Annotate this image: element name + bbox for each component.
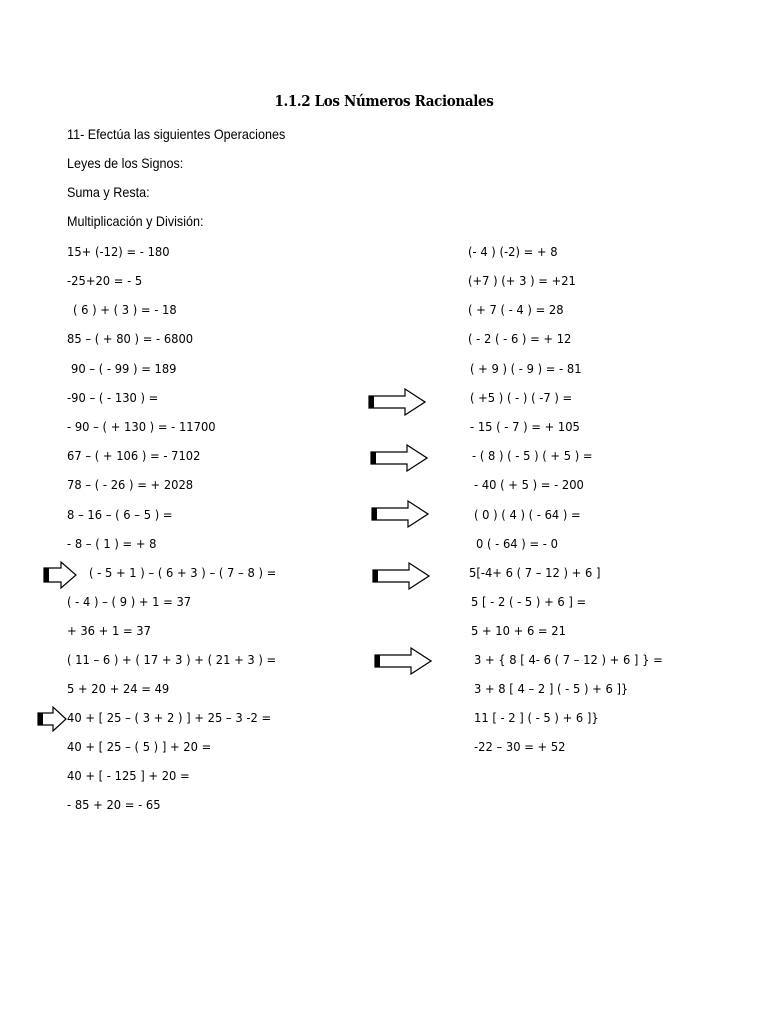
right-line-13: 5 [ - 2 ( - 5 ) + 6 ] = [471,595,587,609]
left-line-14: + 36 + 1 = 37 [67,624,151,638]
right-line-9: - 40 ( + 5 ) = - 200 [474,478,584,492]
right-line-14: 5 + 10 + 6 = 21 [471,624,566,638]
right-line-4: ( - 2 ( - 6 ) = + 12 [468,332,572,346]
left-line-2: -25+20 = - 5 [67,274,143,288]
right-arrow-icon [371,500,429,528]
mul-div-heading: Multiplicación y División: [67,213,204,229]
left-line-3: ( 6 ) + ( 3 ) = - 18 [73,303,177,317]
right-arrow-icon [43,561,77,589]
left-line-7: - 90 – ( + 130 ) = - 11700 [67,420,216,434]
right-arrow-icon [374,647,432,675]
page-title: 1.1.2 Los Números Racionales [274,92,494,110]
right-line-3: ( + 7 ( - 4 ) = 28 [468,303,564,317]
left-line-15: ( 11 – 6 ) + ( 17 + 3 ) + ( 21 + 3 ) = [67,653,277,667]
left-line-5: 90 – ( - 99 ) = 189 [71,362,177,376]
right-arrow-icon [372,562,430,590]
left-line-18: 40 + [ 25 – ( 5 ) ] + 20 = [67,740,212,754]
left-line-19: 40 + [ - 125 ] + 20 = [67,769,190,783]
left-line-12: ( - 5 + 1 ) – ( 6 + 3 ) – ( 7 – 8 ) = [89,566,277,580]
right-line-10: ( 0 ) ( 4 ) ( - 64 ) = [474,508,581,522]
right-line-16: 3 + 8 [ 4 – 2 ] ( - 5 ) + 6 ]} [474,682,629,696]
left-line-4: 85 – ( + 80 ) = - 6800 [67,332,194,346]
add-sub-heading: Suma y Resta: [67,184,150,200]
right-line-5: ( + 9 ) ( - 9 ) = - 81 [470,362,582,376]
signs-law-heading: Leyes de los Signos: [67,155,184,171]
right-line-8: - ( 8 ) ( - 5 ) ( + 5 ) = [472,449,593,463]
right-line-18: -22 – 30 = + 52 [474,740,566,754]
left-line-9: 78 – ( - 26 ) = + 2028 [67,478,194,492]
left-line-20: - 85 + 20 = - 65 [67,798,161,812]
right-line-7: - 15 ( - 7 ) = + 105 [470,420,580,434]
right-arrow-icon [368,388,426,416]
right-line-15: 3 + { 8 [ 4- 6 ( 7 – 12 ) + 6 ] } = [474,653,663,667]
right-line-2: (+7 ) (+ 3 ) = +21 [468,274,576,288]
right-line-11: 0 ( - 64 ) = - 0 [476,537,558,551]
right-arrow-icon [370,444,428,472]
right-line-1: (- 4 ) (-2) = + 8 [468,245,558,259]
exercise-heading: 11- Efectúa las siguientes Operaciones [67,126,286,142]
left-line-17: 40 + [ 25 – ( 3 + 2 ) ] + 25 – 3 -2 = [67,711,272,725]
left-line-8: 67 – ( + 106 ) = - 7102 [67,449,201,463]
left-line-16: 5 + 20 + 24 = 49 [67,682,170,696]
left-line-1: 15+ (-12) = - 180 [67,245,170,259]
left-line-6: -90 – ( - 130 ) = [67,391,159,405]
right-line-17: 11 [ - 2 ] ( - 5 ) + 6 ]} [474,711,599,725]
left-line-11: - 8 – ( 1 ) = + 8 [67,537,157,551]
right-arrow-icon [37,706,67,732]
right-line-12: 5[-4+ 6 ( 7 – 12 ) + 6 ] [469,566,601,580]
left-line-10: 8 – 16 – ( 6 – 5 ) = [67,508,173,522]
left-line-13: ( - 4 ) – ( 9 ) + 1 = 37 [67,595,192,609]
right-line-6: ( +5 ) ( - ) ( -7 ) = [470,391,573,405]
